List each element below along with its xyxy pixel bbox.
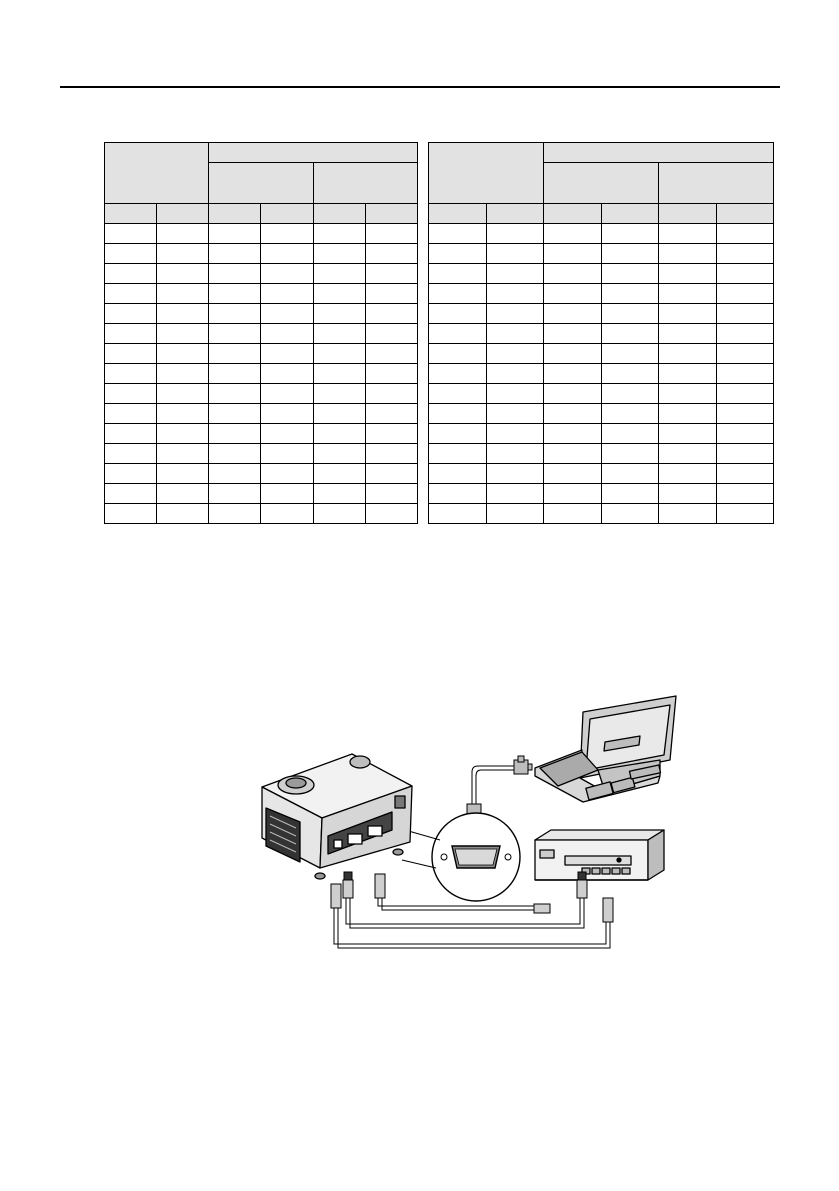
- laptop-icon: [535, 696, 676, 802]
- cable-icon: [334, 898, 610, 948]
- vga-port-zoom: [432, 813, 520, 901]
- cable-icon: [472, 766, 516, 804]
- video-player-icon: [535, 830, 664, 880]
- projector-icon: [262, 754, 412, 879]
